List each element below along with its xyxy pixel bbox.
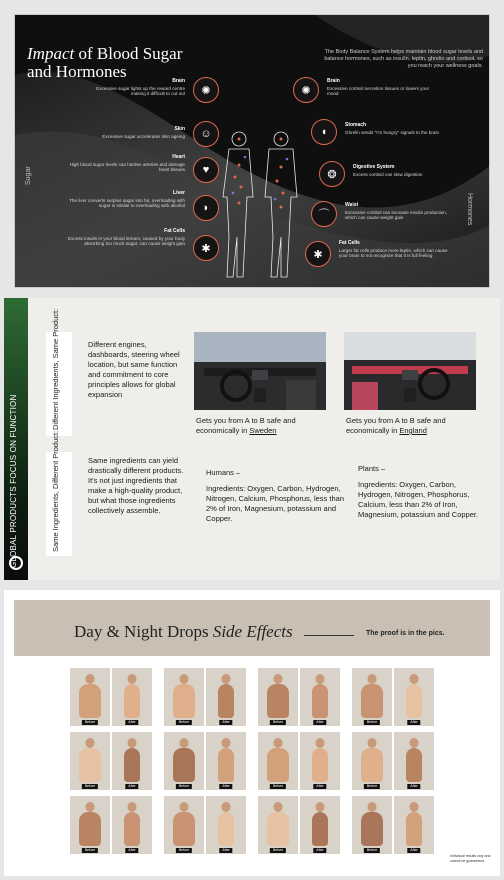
sugar-item-fat-cells: Fat Cells Excess insulin in your blood stream, caused by your body absorbing too much sugar, can cause weight gain	[68, 228, 185, 247]
person-head-shape	[180, 674, 189, 684]
before-label: Before	[82, 784, 98, 789]
sugar-item-heart: Heart High blood sugar levels can harden arteries and damage heart tissues	[69, 154, 185, 173]
person-body-shape	[312, 748, 328, 782]
person-head-shape	[274, 674, 283, 684]
title-line-2: and Hormones	[27, 62, 127, 81]
after-label: After	[407, 720, 420, 725]
after-label: After	[219, 784, 232, 789]
before-photo	[258, 668, 298, 726]
after-photo	[300, 732, 340, 790]
body-text-same-ingredients: Same ingredients can yield drastically different products. It's not just ingredients that make a high-quality product, but what those ingredients collectively assemble.	[88, 456, 184, 515]
person-head-shape	[180, 738, 189, 748]
humans-text: Ingredients: Oxygen, Carbon, Hydrogen, Nitrogen, Calcium, Phosphorus, less than 2% of Iron, Magnesium, potassium and Copper.	[206, 484, 344, 523]
car-caption-england: Gets you from A to B safe and economically in England	[346, 416, 446, 435]
plants-text: Ingredients: Oxygen, Carbon, Hydrogen, Nitrogen, Phosphorus, Calcium, less than 2% of Iron, Magnesium, potassium and Copper.	[358, 480, 479, 519]
person-head-shape	[86, 802, 95, 812]
before-photo	[164, 796, 204, 854]
before-photo	[352, 668, 392, 726]
digestive-system-icon: ❂	[319, 161, 345, 187]
before-photo	[258, 732, 298, 790]
before-photo	[352, 796, 392, 854]
before-label: Before	[176, 848, 192, 853]
person-body-shape	[361, 684, 383, 718]
person-body-shape	[218, 748, 234, 782]
after-label: After	[313, 720, 326, 725]
slide-global-products	[4, 298, 500, 580]
body-text-different-ingredients: Different engines, dashboards, steering wheel location, but same function and commitment to core principles allows for global expansion	[88, 340, 180, 399]
plants-title: Plants –	[358, 464, 386, 473]
person-head-shape	[316, 802, 325, 812]
person-head-shape	[222, 738, 231, 748]
after-photo	[112, 668, 152, 726]
person-body-shape	[173, 812, 195, 846]
car-interior-photo-england	[344, 332, 476, 410]
before-label: Before	[270, 784, 286, 789]
before-photo	[352, 732, 392, 790]
side-band	[4, 298, 28, 580]
after-photo	[300, 668, 340, 726]
person-body-shape	[124, 684, 140, 718]
after-photo	[300, 796, 340, 854]
before-label: Before	[82, 848, 98, 853]
humans-title: Humans –	[206, 468, 241, 477]
before-label: Before	[270, 720, 286, 725]
before-photo	[70, 668, 110, 726]
before-after-pair	[352, 732, 434, 790]
person-head-shape	[410, 674, 419, 684]
before-after-pair	[258, 732, 340, 790]
before-after-pair	[164, 732, 246, 790]
waist-icon: ⌒	[311, 201, 337, 227]
before-after-pair	[258, 668, 340, 726]
before-after-pair	[70, 796, 152, 854]
person-head-shape	[368, 802, 377, 812]
before-after-pair	[258, 796, 340, 854]
person-head-shape	[86, 738, 95, 748]
person-head-shape	[222, 802, 231, 812]
person-body-shape	[173, 684, 195, 718]
before-after-pair	[164, 668, 246, 726]
after-label: After	[313, 784, 326, 789]
person-body-shape	[173, 748, 195, 782]
person-body-shape	[267, 748, 289, 782]
person-body-shape	[218, 684, 234, 718]
person-body-shape	[361, 748, 383, 782]
before-label: Before	[364, 720, 380, 725]
person-head-shape	[128, 674, 137, 684]
side-label-sugar: Sugar	[25, 166, 32, 185]
person-body-shape	[361, 812, 383, 846]
before-label: Before	[270, 848, 286, 853]
after-label: After	[125, 848, 138, 853]
after-label: After	[125, 720, 138, 725]
before-after-pair	[352, 796, 434, 854]
car-caption-sweden: Gets you from A to B safe and economically in Sweden	[196, 416, 296, 435]
person-head-shape	[180, 802, 189, 812]
body-silhouettes-graphic	[215, 127, 305, 287]
hormone-item-fat-cells: Fat Cells Larger fat cells produce more leptin, which can cause your brain to not recognize that it is full feeling	[339, 240, 448, 259]
sugar-item-liver: Liver The liver converts surplus sugar into fat, overloading with sugar is similar to overloading with alcohol	[69, 190, 185, 209]
person-head-shape	[316, 674, 325, 684]
after-label: After	[219, 848, 232, 853]
band-title: GLOBAL PRODUCTS FOCUS ON FUNCTION	[9, 394, 18, 568]
person-head-shape	[368, 674, 377, 684]
before-photo	[70, 732, 110, 790]
person-head-shape	[222, 674, 231, 684]
person-head-shape	[274, 802, 283, 812]
person-body-shape	[79, 812, 101, 846]
before-label: Before	[176, 784, 192, 789]
after-photo	[206, 732, 246, 790]
person-head-shape	[128, 738, 137, 748]
slide-day-night-drops	[4, 590, 500, 876]
person-head-shape	[410, 802, 419, 812]
person-body-shape	[124, 748, 140, 782]
title-italic: Impact	[27, 44, 75, 63]
after-photo	[206, 668, 246, 726]
before-photo	[164, 732, 204, 790]
person-head-shape	[368, 738, 377, 748]
before-after-pair	[70, 732, 152, 790]
hormone-item-digestive-system: Digestive System Excess cortisol can slow digestion	[353, 164, 423, 177]
before-photo	[164, 668, 204, 726]
hormone-item-brain: Brain Excessive cortisol secretion tissues or lowers your mood	[327, 78, 430, 97]
intro-text: The Body Balance System helps maintain blood sugar levels and balance hormones, such as insulin, leptin, ghrelin and cortisol, so you reach your wellness goals.	[324, 49, 483, 69]
person-body-shape	[406, 684, 422, 718]
person-head-shape	[86, 674, 95, 684]
fat-cells-icon: ✱	[193, 235, 219, 261]
stomach-icon: ◖	[311, 119, 337, 145]
person-body-shape	[406, 812, 422, 846]
person-body-shape	[267, 684, 289, 718]
after-label: After	[407, 784, 420, 789]
disclaimer: Individual results vary and cannot be guaranteed.	[450, 854, 491, 863]
person-body-shape	[267, 812, 289, 846]
fat-cells-icon: ✱	[305, 241, 331, 267]
car-interior-photo-sweden	[194, 332, 326, 410]
heart-icon: ♥	[193, 157, 219, 183]
before-label: Before	[82, 720, 98, 725]
tagline: The proof is in the pics.	[366, 630, 445, 637]
header-banner	[14, 600, 490, 656]
person-head-shape	[410, 738, 419, 748]
after-photo	[112, 732, 152, 790]
humans-ingredients	[206, 468, 346, 524]
after-photo	[394, 796, 434, 854]
tab-different-ingredients: Different Ingredients, Same Product:	[46, 332, 72, 436]
person-head-shape	[274, 738, 283, 748]
skin-icon: ☺	[193, 121, 219, 147]
sugar-item-skin: Skin Excessive sugar accelerates skin ageing	[102, 126, 185, 139]
after-label: After	[219, 720, 232, 725]
after-photo	[112, 796, 152, 854]
before-label: Before	[364, 784, 380, 789]
before-after-pair	[164, 796, 246, 854]
place-england: England	[399, 426, 427, 435]
before-after-pair	[70, 668, 152, 726]
person-head-shape	[128, 802, 137, 812]
brain-icon: ✺	[293, 77, 319, 103]
person-body-shape	[218, 812, 234, 846]
person-body-shape	[406, 748, 422, 782]
person-body-shape	[79, 748, 101, 782]
before-after-pair	[352, 668, 434, 726]
side-label-hormones: Hormones	[466, 193, 473, 226]
after-label: After	[125, 784, 138, 789]
slide-title	[27, 45, 182, 81]
sugar-item-brain: Brain Excessive sugar lights up the reward centre making it difficult to cut out	[96, 78, 185, 97]
after-photo	[394, 668, 434, 726]
person-head-shape	[316, 738, 325, 748]
person-body-shape	[79, 684, 101, 718]
before-label: Before	[364, 848, 380, 853]
tab-same-ingredients: Same Ingredients, Different Product:	[46, 452, 72, 556]
plants-ingredients	[358, 464, 482, 520]
before-label: Before	[176, 720, 192, 725]
before-photo	[258, 796, 298, 854]
person-body-shape	[312, 812, 328, 846]
hormone-item-stomach: Stomach Ghrelin sends "I'm hungry" signals to the brain	[345, 122, 440, 135]
header-divider	[304, 635, 354, 636]
liver-icon: ◗	[193, 195, 219, 221]
person-body-shape	[124, 812, 140, 846]
after-photo	[394, 732, 434, 790]
slide-title: Day & Night Drops Side Effects	[74, 622, 293, 641]
before-photo	[70, 796, 110, 854]
after-label: After	[313, 848, 326, 853]
slide-blood-sugar-hormones	[14, 14, 490, 288]
place-sweden: Sweden	[249, 426, 277, 435]
brand-logo-icon	[9, 556, 23, 570]
person-body-shape	[312, 684, 328, 718]
title-rest: of Blood Sugar	[78, 44, 183, 63]
brain-icon: ✺	[193, 77, 219, 103]
after-photo	[206, 796, 246, 854]
after-label: After	[407, 848, 420, 853]
hormone-item-waist: Waist Excessive cortisol can increase insulin production, which can cause weight gain	[345, 202, 448, 221]
